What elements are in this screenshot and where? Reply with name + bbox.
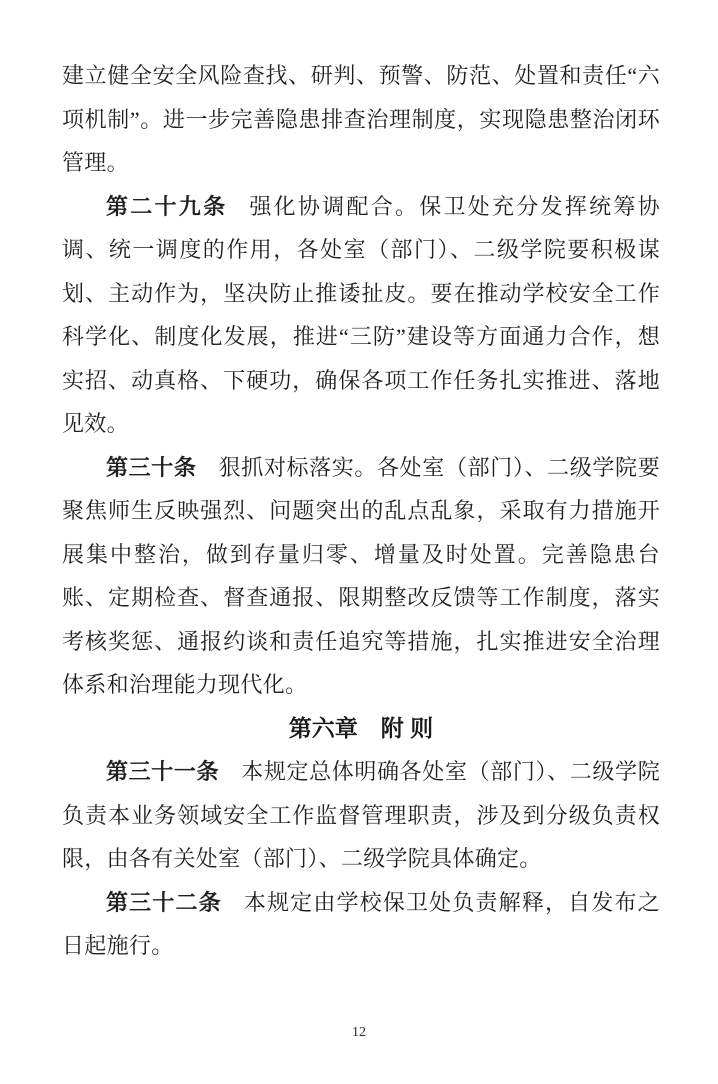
article-number: 第二十九条 bbox=[106, 193, 228, 219]
article-number: 第三十一条 bbox=[106, 759, 220, 784]
paragraph-text: 建立健全安全风险查找、研判、预警、防范、处置和责任“六项机制”。进一步完善隐患排查治理制度，实现隐患整治闭环管理。 bbox=[62, 63, 660, 175]
paragraph-text: 本规定总体明确各处室（部门）、二级学院负责本业务领域安全工作监督管理职责，涉及到分级负责权限，由各有关处室（部门）、二级学院具体确定。 bbox=[62, 759, 660, 871]
page-number: 12 bbox=[352, 1025, 366, 1040]
paragraph-text: 狠抓对标落实。各处室（部门）、二级学院要聚焦师生反映强烈、问题突出的乱点乱象，采取有力措施开展集中整治，做到存量归零、增量及时处置。完善隐患台账、定期检查、督查通报、限期整改反馈等工作制度，落实考核奖惩、通报约谈和责任追究等措施，扎实推进安全治理体系和治理能力现代化。 bbox=[62, 454, 660, 697]
paragraph bbox=[62, 881, 660, 968]
chapter-heading: 第六章 附 则 bbox=[288, 714, 434, 741]
article-number: 第三十条 bbox=[106, 454, 197, 480]
paragraph-text: 本规定由学校保卫处负责解释，自发布之日起施行。 bbox=[62, 889, 660, 958]
paragraph bbox=[62, 185, 660, 446]
paragraph bbox=[62, 446, 660, 707]
article-number: 第三十二条 bbox=[106, 889, 222, 915]
paragraph bbox=[62, 54, 660, 185]
paragraph-text: 强化协调配合。保卫处充分发挥统筹协调、统一调度的作用，各处室（部门）、二级学院要积极谋划、主动作为，坚决防止推诿扯皮。要在推动学校安全工作科学化、制度化发展，推进“三防”建设等方面通力合作，想实招、动真格、下硬功，确保各项工作任务扎实推进、落地见效。 bbox=[62, 193, 660, 436]
paragraph bbox=[62, 750, 660, 881]
